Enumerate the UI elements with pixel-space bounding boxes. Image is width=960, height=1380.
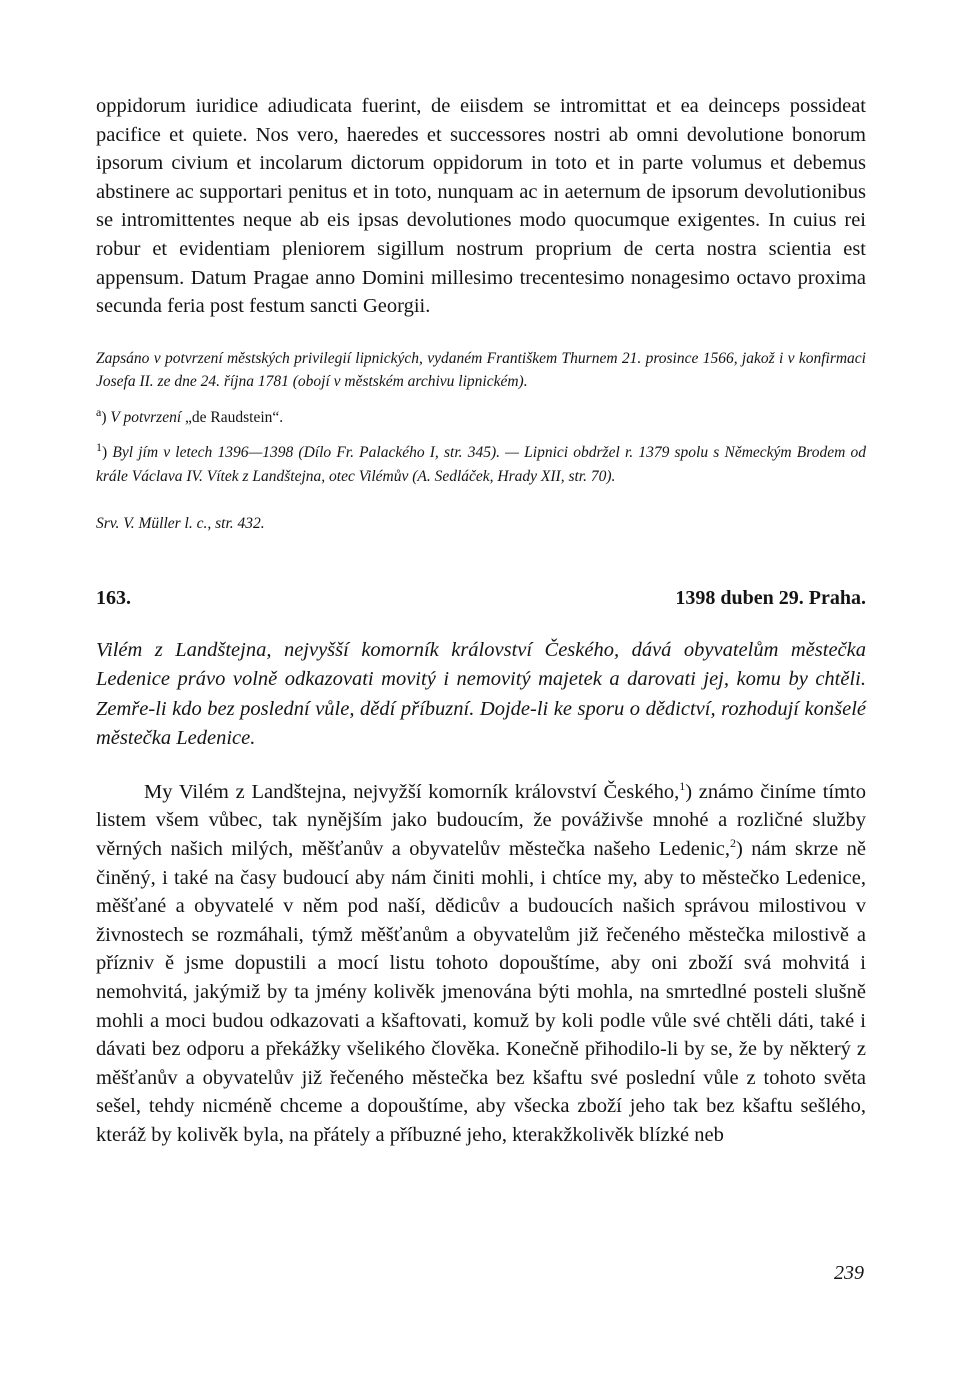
footnote-a-prefix: V potvrzení xyxy=(110,408,182,426)
czech-text-part1: My Vilém z Landštejna, nejvyžší komorník království Českého, xyxy=(144,780,680,803)
page-number: 239 xyxy=(834,1262,864,1284)
document-heading xyxy=(96,584,866,612)
footnote-ref-1: 1 xyxy=(679,778,686,793)
footnote-1: $^1$) Byl jím v letech 1396—1398 (Dílo Fr. Palackého I, str. 345). — Lipnici obdržel r. 1379 spolu s Německým Brodem od krále Václava IV. Vítek z Landštejna, otec Vilémův (A. Sedláček, Hrady XII, str. 70). xyxy=(96,440,866,485)
footnote-a: $^a$) V potvrzení „de Raudstein“. xyxy=(96,404,284,426)
czech-text-part2: ) známo činíme tímto listem všem vůbec, tak nynějším jako budoucím, že pováživše mnohé a rozličné služby věrných našich milých, měšťanův a obyvatelův městečka našeho Ledenic, xyxy=(96,780,866,860)
czech-text xyxy=(96,778,866,1150)
document-number: 163. xyxy=(96,586,131,609)
regest-summary: Vilém z Landštejna, nejvyšší komorník království Českého, dává obyvatelům městečka Ledenice právo volně odkazovati movitý i nemovitý majetek a darovati jej, komu by chtěli. Zemře-li kdo bez poslední vůle, dědí příbuzní. Dojde-li ke sporu o dědictví, rozhodují konšelé městečka Ledenice. xyxy=(96,638,866,750)
footnote-a-marker: a xyxy=(96,404,102,419)
footnote-a-quote: „de Raudstein“. xyxy=(185,408,284,426)
page-body xyxy=(96,92,866,1149)
latin-paragraph: oppidorum iuridice adiudicata fuerint, de eiisdem se intromittat et ea deinceps possideat pacifice et quiete. Nos vero, haeredes et successores nostri ab omni devolutione bonorum ipsorum civium et incolarum dictorum oppidorum in toto et in parte volumus et debemus abstinere ac supportari penitus et in toto, nunquam ac in aeternum de ipsorum devolutionibus se intromittentes neque ab eis ipsas devolutiones modo quocumque exigentes. In cuius rei robur et evidentiam pleniorem sigillum nostrum proprium de certa nostra scientia est appensum. Datum Pragae anno Domini millesimo trecentesimo nonagesimo octavo proxima secunda feria post festum sancti Georgii. xyxy=(96,95,866,318)
notes-section xyxy=(96,347,866,536)
footnote-ref-2: 2 xyxy=(730,836,736,851)
source-note: Zapsáno v potvrzení městských privilegií lipnických, vydaném Františkem Thurnem 21. prosince 1566, jakož i v konfirmaci Josefa II. ze dne 24. října 1781 (obojí v městském archivu lipnickém). xyxy=(96,349,866,391)
czech-text-part3: ) nám skrze ně činěný, i také na časy budoucí aby nám činiti mohli, i chtíce my, aby to městečko Ledenice, měšťané a obyvatelé v něm pod naší, dědicův a budoucích našich správou milostivou v živnostech se rozmáhali, týmž měšťanům a obyvatelům již řečeného městečka milostivě a přízniv ě jsme dopustili a mocí listu tohoto dopouštíme, aby oni zboží svá mohvitá i nemohvitá, jakýmiž by ta jmény kolivěk jmenována býti mohla, na smrtedlné posteli slušně mohli a moci budou odkazovati a kšaftovati, komuž by koli podle vůle své chtěli dáti, také i dávati bez odporu a překážky všelikého člověka. Konečně přihodilo-li by se, že by některý z měšťanův a obyvatelův již řečeného městečka bez kšaftu své poslední vůle z tohoto světa sešel, tehdy nicméně chceme a dopouštíme, aby všecka zboží jeho tak bez kšaftu sešlého, kteráž by kolivěk byla, na přátely a příbuzné jeho, kterakžkolivěk blízké neb xyxy=(96,837,866,1146)
document-date-place: 1398 duben 29. Praha. xyxy=(675,586,866,609)
footnote-1-text: Byl jím v letech 1396—1398 (Dílo Fr. Palackého I, str. 345). — Lipnici obdržel r. 1379 spolu s Německým Brodem od krále Václava IV. Vítek z Landštejna, otec Vilémův (A. Sedláček, Hrady XII, str. 70). xyxy=(96,444,866,485)
reference-note: Srv. V. Müller l. c., str. 432. xyxy=(96,515,265,533)
footnote-1-marker: 1 xyxy=(96,440,102,455)
